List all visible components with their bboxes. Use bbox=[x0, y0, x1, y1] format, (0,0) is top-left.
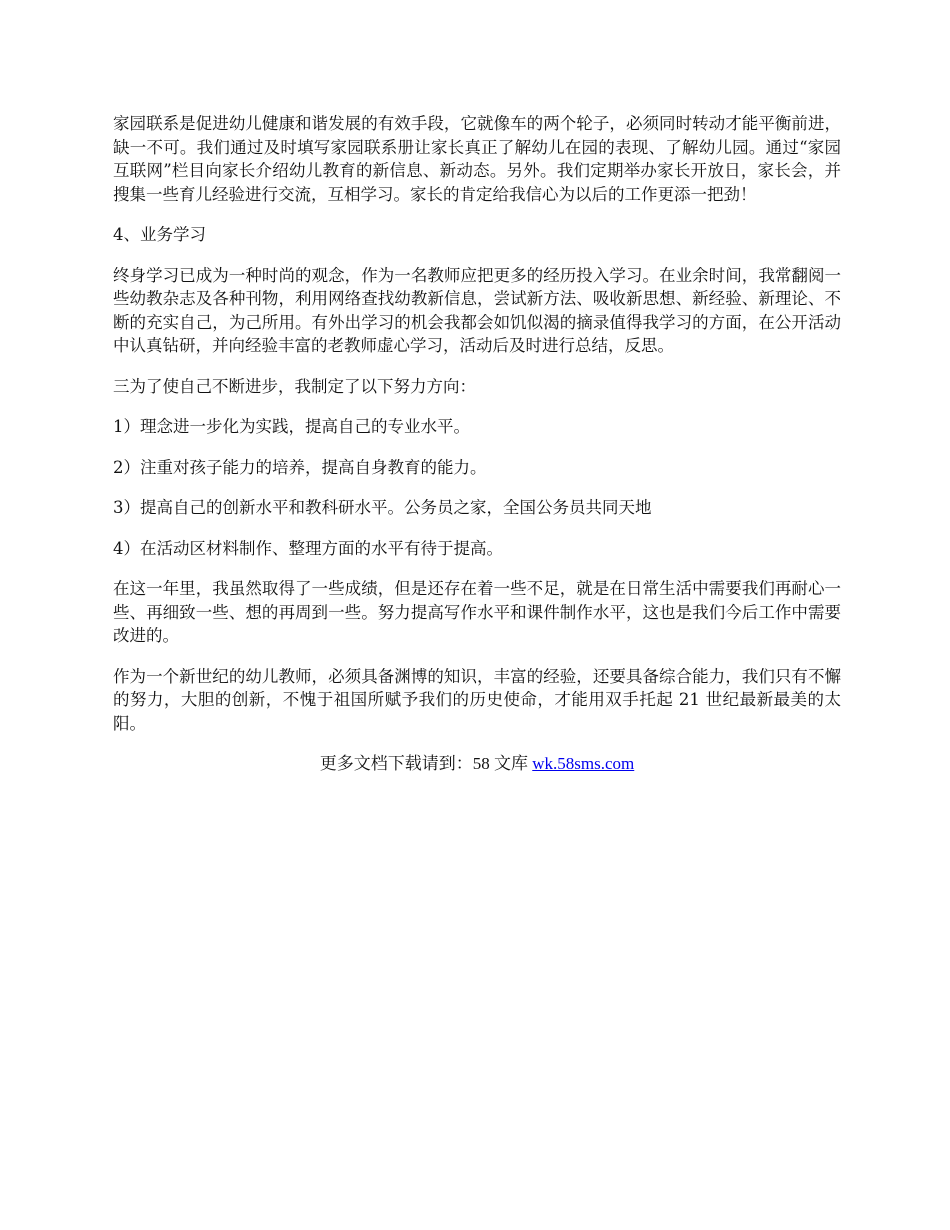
paragraph-conclusion: 作为一个新世纪的幼儿教师，必须具备渊博的知识，丰富的经验，还要具备综合能力，我们只有不懈的努力，大胆的创新，不愧于祖国所赋予我们的历史使命，才能用双手托起 21 世纪最新最美的太阳。 bbox=[113, 666, 841, 733]
paragraph-shortcomings: 在这一年里，我虽然取得了一些成绩，但是还存在着一些不足，就是在日常生活中需要我们再耐心一些、再细致一些、想的再周到一些。努力提高写作水平和课件制作水平，这也是我们今后工作中需要改进的。 bbox=[113, 579, 841, 645]
list-item-1: 1）理念进一步化为实践，提高自己的专业水平。 bbox=[113, 417, 470, 436]
list-item-4: 4）在活动区材料制作、整理方面的水平有待于提高。 bbox=[113, 538, 503, 558]
section-heading-professional-study: 4、业务学习 bbox=[113, 225, 206, 244]
paragraph-home-school-contact: 家园联系是促进幼儿健康和谐发展的有效手段，它就像车的两个轮子，必须同时转动才能平衡前进，缺一不可。我们通过及时填写家园联系册让家长真正了解幼儿在园的表现、了解幼儿园。通过“家园互联网”栏目向家长介绍幼儿教育的新信息、新动态。另外。我们定期举办家长开放日，家长会，并搜集一些育儿经验进行交流，互相学习。家长的肯定给我信心为以后的工作更添一把劲！ bbox=[113, 114, 841, 204]
footer-download-note bbox=[113, 752, 841, 776]
list-item-2: 2）注重对孩子能力的培养，提高自身教育的能力。 bbox=[113, 457, 487, 477]
list-item-3: 3）提高自己的创新水平和教科研水平。公务员之家，全国公务员共同天地 bbox=[113, 498, 652, 517]
section-heading-improvement-directions: 三为了使自己不断进步，我制定了以下努力方向： bbox=[113, 376, 476, 396]
paragraph-lifelong-learning: 终身学习已成为一种时尚的观念，作为一名教师应把更多的经历投入学习。在业余时间，我常翻阅一些幼教杂志及各种刊物，利用网络查找幼教新信息，尝试新方法、吸收新思想、新经验、新理论、不断的充实自己，为己所用。有外出学习的机会我都会如饥似渴的摘录值得我学习的方面，在公开活动中认真钻研，并向经验丰富的老教师虚心学习，活动后及时进行总结，反思。 bbox=[113, 265, 841, 355]
footer-link[interactable]: wk.58sms.com bbox=[532, 754, 635, 773]
footer-prefix: 更多文档下载请到：58 文库 bbox=[319, 754, 533, 773]
document-page bbox=[113, 112, 841, 776]
